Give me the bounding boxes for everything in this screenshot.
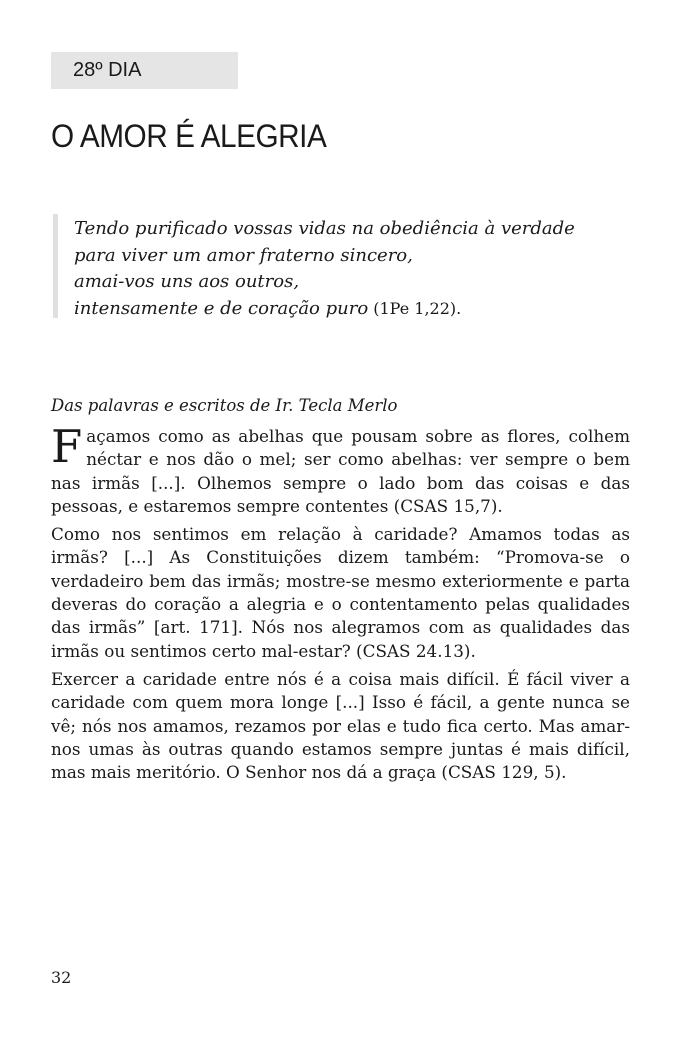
epigraph-reference: (1Pe 1,22). (368, 298, 462, 318)
paragraph (51, 420, 630, 518)
attribution: Das palavras e escritos de Ir. Tecla Merlo (51, 396, 398, 415)
quote-bar (53, 214, 58, 318)
epigraph-line: Tendo purificado vossas vidas na obediência à verdade (74, 218, 575, 239)
epigraph-quote (74, 216, 634, 322)
epigraph-line: para viver um amor fraterno sincero, (74, 244, 413, 266)
page-number: 32 (51, 968, 72, 987)
body-text (51, 420, 630, 789)
paragraph-text: açamos como as abelhas que pousam sobre as flores, colhem néctar e nos dão o mel; ser como abelhas: ver sempre o bem nas irmãs [...]. Olhemos sempre o lado bom das coisas e das pessoas, e estaremos sempre contentes (CSAS 15,7). (51, 426, 630, 516)
paragraph: Exercer a caridade entre nós é a coisa mais difícil. É fácil viver a caridade com quem mora longe [...] Isso é fácil, a gente nunca se vê; nós nos amamos, rezamos por elas e tudo fica certo. Mas amar-nos umas às outras quando estamos sempre juntas é mais difícil, mas mais meritório. O Senhor nos dá a graça (CSAS 129, 5). (51, 668, 630, 783)
day-label: 28º DIA (73, 59, 142, 81)
page-title: O AMOR É ALEGRIA (51, 118, 327, 154)
epigraph-line: intensamente e de coração puro (74, 297, 369, 319)
paragraph: Como nos sentimos em relação à caridade? Amamos todas as irmãs? [...] As Constituições dizem também: “Promova-se o verdadeiro bem das irmãs; mostre-se mesmo exteriormente e parta deveras do coração a alegria e o contentamento pelas qualidades das irmãs” [art. 171]. Nós nos alegramos com as qualidades das irmãs ou sentimos certo mal-estar? (CSAS 24.13). (51, 524, 630, 661)
drop-cap: F (51, 420, 83, 473)
day-label-box (51, 52, 238, 89)
epigraph-line: amai-vos uns aos outros, (74, 271, 300, 292)
